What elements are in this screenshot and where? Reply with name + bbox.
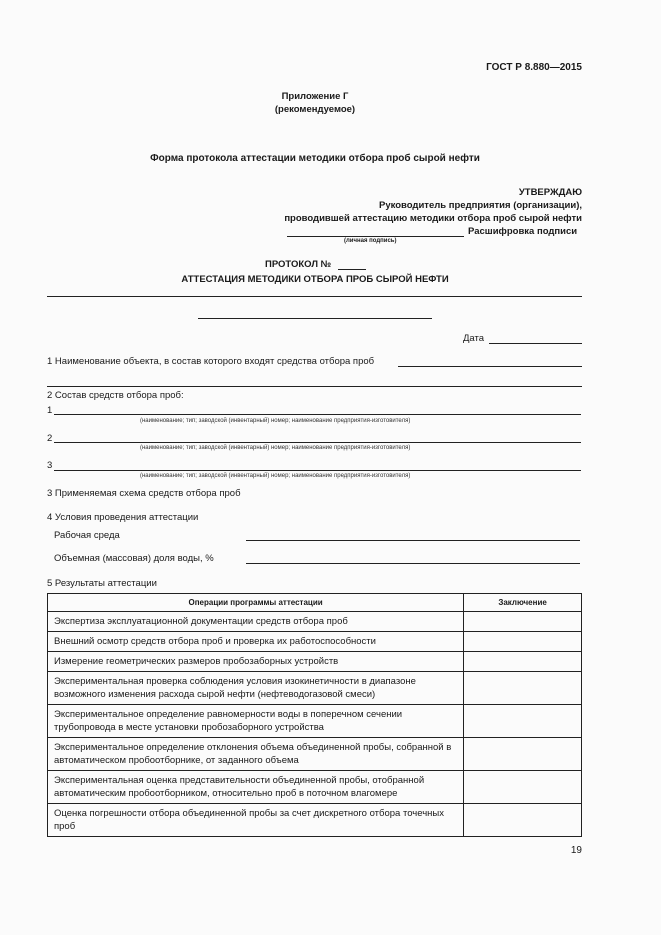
operation-cell: Экспериментальное определение равномерности воды в поперечном сечении трубопровода в месте установки пробозаборного устройства xyxy=(48,705,464,738)
signature-decode-label: Расшифровка подписи xyxy=(468,226,578,237)
table-header-row xyxy=(48,594,582,612)
operation-cell: Экспериментальная оценка представительности объединенной пробы, отобранной автоматическим пробоотборником, относительно проб в поточном влагомере xyxy=(48,771,464,804)
standard-code: ГОСТ Р 8.880—2015 xyxy=(486,62,582,73)
section2-item-line xyxy=(54,442,581,443)
conclusion-cell xyxy=(464,632,582,652)
approve-label: УТВЕРЖДАЮ xyxy=(518,187,582,198)
section4-field1-label: Рабочая среда xyxy=(54,530,120,541)
section1-line-a xyxy=(398,366,582,367)
signature-caption: (личная подпись) xyxy=(344,238,397,244)
page-number: 19 xyxy=(570,845,582,856)
operation-cell: Экспериментальное определение отклонения объема объединенной пробы, собранной в автоматическом пробоотборнике, от заданного объема xyxy=(48,738,464,771)
conclusion-cell xyxy=(464,672,582,705)
protocol-title: АТТЕСТАЦИЯ МЕТОДИКИ ОТБОРА ПРОБ СЫРОЙ НЕФТИ xyxy=(181,274,449,285)
protocol-number-label: ПРОТОКОЛ № xyxy=(265,259,332,270)
section2-item-caption: (наименование; тип; заводской (инвентарный) номер; наименование предприятия-изготовителя) xyxy=(140,473,411,479)
section2-item-line xyxy=(54,414,581,415)
conclusion-cell xyxy=(464,652,582,672)
approver-line2: проводившей аттестацию методики отбора проб сырой нефти xyxy=(284,213,582,224)
section2-label: 2 Состав средств отбора проб: xyxy=(47,390,184,401)
section1-label: 1 Наименование объекта, в состав которого входят средства отбора проб xyxy=(47,356,375,367)
table-row xyxy=(48,632,582,652)
conclusion-cell xyxy=(464,804,582,837)
conclusion-cell xyxy=(464,738,582,771)
appendix-subtitle: (рекомендуемое) xyxy=(274,104,356,115)
section2-item-caption: (наименование; тип; заводской (инвентарный) номер; наименование предприятия-изготовителя) xyxy=(140,445,411,451)
operation-cell: Внешний осмотр средств отбора проб и проверка их работоспособности xyxy=(48,632,464,652)
conclusion-cell xyxy=(464,771,582,804)
section4-field2-line xyxy=(246,563,580,564)
appendix-title: Приложение Г xyxy=(281,91,349,102)
operation-cell: Экспертиза эксплуатационной документации средств отбора проб xyxy=(48,612,464,632)
table-row xyxy=(48,804,582,837)
section2-item-num: 2 xyxy=(47,433,53,444)
table-row xyxy=(48,652,582,672)
section4-field2-label: Объемная (массовая) доля воды, % xyxy=(54,553,214,564)
conclusion-cell xyxy=(464,612,582,632)
table-row xyxy=(48,738,582,771)
header-conclusion: Заключение xyxy=(464,594,582,612)
operation-cell: Экспериментальная проверка соблюдения условия изокинетичности в диапазоне возможного изменения расхода сырой нефти (нефтеводогазовой смеси) xyxy=(48,672,464,705)
conclusion-cell xyxy=(464,705,582,738)
section3-label: 3 Применяемая схема средств отбора проб xyxy=(47,488,241,499)
approver-line1: Руководитель предприятия (организации), xyxy=(378,200,582,211)
table-row xyxy=(48,705,582,738)
table-row xyxy=(48,672,582,705)
section2-item-line xyxy=(54,470,581,471)
section4-field1-line xyxy=(246,540,580,541)
section5-label: 5 Результаты аттестации xyxy=(47,578,157,589)
section2-item-num: 1 xyxy=(47,405,53,416)
protocol-line-2 xyxy=(198,318,432,319)
date-line xyxy=(489,343,582,344)
operation-cell: Оценка погрешности отбора объединенной пробы за счет дискретного отбора точечных проб xyxy=(48,804,464,837)
table-row xyxy=(48,771,582,804)
section2-item-caption: (наименование; тип; заводской (инвентарный) номер; наименование предприятия-изготовителя) xyxy=(140,418,411,424)
header-operations: Операции программы аттестации xyxy=(48,594,464,612)
section2-item-num: 3 xyxy=(47,460,53,471)
protocol-number-line xyxy=(338,269,366,270)
form-title: Форма протокола аттестации методики отбора проб сырой нефти xyxy=(150,153,480,164)
date-label: Дата xyxy=(463,333,485,344)
operation-cell: Измерение геометрических размеров пробозаборных устройств xyxy=(48,652,464,672)
table-row xyxy=(48,612,582,632)
protocol-line-1 xyxy=(47,296,582,297)
section4-label: 4 Условия проведения аттестации xyxy=(47,512,199,523)
section1-line-b xyxy=(47,386,582,387)
attestation-results-table xyxy=(47,593,582,837)
signature-line xyxy=(287,236,464,237)
